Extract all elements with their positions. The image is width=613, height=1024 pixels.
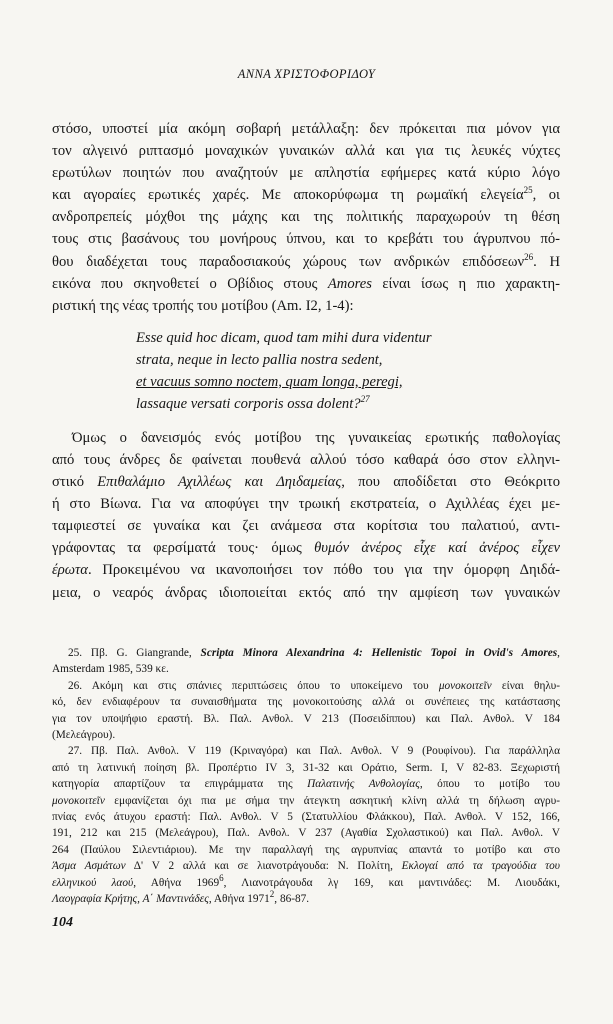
text-line: Όμως ο δανεισμός ενός μοτίβου της γυναικείας ερωτικής παθολογίας bbox=[72, 429, 560, 446]
paragraph-1 bbox=[52, 118, 560, 317]
footnote-line: Amsterdam 1985, 539 κε. bbox=[52, 663, 169, 676]
verse-line: strata, neque in lecto pallia nostra sedent, bbox=[136, 351, 383, 368]
verse-line: Esse quid hoc dicam, quod tam mihi dura videntur bbox=[136, 329, 432, 346]
greek-quote: θυμόν ἀνέρος εἶχε καί ἀνέρος εἶχεν bbox=[314, 540, 560, 557]
text-line: ριστική της νέας τροπής του μοτίβου (Am. I2, 1-4): bbox=[52, 297, 354, 314]
footnote-ref-26[interactable]: 26 bbox=[524, 251, 534, 262]
verse-line: et vacuus somno noctem, quam longa, peregi, bbox=[136, 373, 403, 390]
text-line: μεια, ο νεαρός άνδρας ιδιοποιείται εκτός από την αμφίεση των γυναικών bbox=[52, 584, 560, 601]
work-title: Amores bbox=[327, 275, 372, 292]
footnote-ref-25[interactable]: 25 bbox=[523, 185, 533, 196]
text-line: τους στις βασάνους του μονήρους ύπνου, και το κρεβάτι του άγρυπνου πό- bbox=[52, 231, 560, 248]
text-line: θου διαδέχεται τους παραδοσιακούς χώρους των ανδρικών επιδόσεων$^{26}$. Η bbox=[52, 251, 561, 270]
footnote-line: (Μελεάγρου). bbox=[52, 729, 116, 742]
footnote-line: μονοκοιτεῖν εμφανίζεται όχι πια με σήμα την άτεγκτη ασκητική κλίνη αλλά τη δήλωση αγρυ- bbox=[52, 794, 560, 807]
main-text bbox=[52, 118, 560, 604]
footnote-line: από τη λατινική ποίηση βλ. Προπέρτιο IV 3, 31-32 και Οράτιο, Serm. I, V 82-83. Ξεχωριστή bbox=[52, 761, 560, 774]
text-line: εικόνα που σκηνοθετεί ο Οβίδιος στους Amores είναι ίσως η πιο χαρακτη- bbox=[52, 275, 561, 292]
footnote-ref-27[interactable]: 27 bbox=[360, 393, 370, 404]
footnote-line: κό, δεν ενδιαφέρουν τα συναισθήματα της μονοκοιτούσης αλλά οι συνέπειες της κατάστασης bbox=[52, 696, 560, 709]
footnote-line: κατηγορία απαρτίζουν τα επιγράμματα της Παλατινής Ανθολογίας, όπου το μοτίβο του bbox=[52, 778, 560, 791]
footnote-line: 191, 212 και 215 (Μελεάγρου), Παλ. Ανθολ. V 237 (Αγαθία Σχολαστικού) και Παλ. Ανθολ. V bbox=[52, 827, 560, 840]
verse-line: lassaque versati corporis ossa dolent?$^{27}$ bbox=[136, 393, 370, 412]
footnote-line: 264 (Παύλου Σιλεντιάριου). Με την παραλλαγή της αγρυπνίας απαντά το μοτίβο και στο bbox=[52, 843, 560, 856]
text-line: στικό Επιθαλάμιο Αχιλλέως και Δηιδαμείας, που αποδίδεται στο Θεόκριτο bbox=[52, 474, 561, 491]
footnote-25 bbox=[52, 645, 560, 678]
text-line: ταμφιεστεί σε γυναίκα και ζει ανάμεσα στα κορίτσια του παλατιού, αντι- bbox=[52, 518, 560, 535]
footnote-line: 26. Ακόμη και στις σπάνιες περιπτώσεις όπου το υποκείμενο του μονοκοιτεῖν είναι θηλυ- bbox=[68, 679, 560, 692]
text-line: ανδροπρεπείς μόχθοι της μάχης και της πολιτικής παραχωρούν τη θέση bbox=[52, 209, 560, 226]
text-line: ή στο Βίωνα. Για να αποφύγει την τρωική εκστρατεία, ο Αχιλλέας έχει με- bbox=[52, 496, 560, 513]
footnote-line: Λαογραφία Κρήτης, Α΄ Μαντινάδες, Αθήνα 1971$^2$, 86-87. bbox=[52, 889, 310, 906]
text-line: τον αλγεινό ριπτασμό μοναχικών γυναικών αλλά και για τις λευκές νύχτες bbox=[52, 143, 560, 160]
greek-quote: έρωτα bbox=[52, 562, 88, 579]
text-line: γράφοντας τα φερσίματά τους· όμως θυμόν ἀνέρος εἶχε καί ἀνέρος εἶχεν bbox=[52, 540, 560, 557]
text-line: από τους άνδρες δε φαίνεται πουθενά αλλού τόσο καθαρά όσο στον ελληνι- bbox=[52, 451, 560, 468]
text-line: ερωτύλων ποιητών που αναζητούν με απληστία εφήμερες κατά κύριο λόγο bbox=[52, 165, 560, 182]
work-title: Scripta Minora Alexandrina 4: Hellenistic Topoi in Ovid's Amores bbox=[200, 647, 558, 659]
work-title: Επιθαλάμιο Αχιλλέως και Δηιδαμείας bbox=[97, 474, 342, 491]
text-line: στόσο, υποστεί μία ακόμη σοβαρή μετάλλαξη: δεν πρόκειται πια μόνον για bbox=[52, 121, 560, 137]
footnote-line: για τον υποψήφιο εραστή. Βλ. Παλ. Ανθολ. V 213 (Ποσειδίππου) και Παλ. Ανθολ. V 184 bbox=[52, 712, 560, 725]
footnote-line: 25. Πβ. G. Giangrande, Scripta Minora Alexandrina 4: Hellenistic Topoi in Ovid's Amores, bbox=[68, 647, 560, 659]
text-line: έρωτα. Προκειμένου να ικανοποιήσει τον πόθο του για την όμορφη Δηιδά- bbox=[52, 562, 560, 579]
footnote-line: Άσμα Ασμάτων Δ' V 2 αλλά και σε λιανοτράγουδα: Ν. Πολίτη, Εκλογαί από τα τραγούδια του bbox=[52, 860, 560, 873]
footnote-line: ελληνικού λαού, Αθήνα 1969$^6$, Λιανοτράγουδα λγ 169, και μαντινάδες: Μ. Λιουδάκι, bbox=[52, 872, 560, 889]
footnotes bbox=[52, 645, 560, 908]
latin-verse-quote bbox=[136, 327, 560, 415]
footnote-line: 27. Πβ. Παλ. Ανθολ. V 119 (Κριναγόρα) και Παλ. Ανθολ. V 9 (Ρουφίνου). Για παράλληλα bbox=[68, 745, 560, 758]
page-number: 104 bbox=[52, 915, 73, 930]
footnote-26 bbox=[52, 678, 560, 744]
footnote-line: πνίας ενός άτυχου εραστή: Παλ. Ανθολ. V 5 (Στατυλλίου Φλάκκου), Παλ. Ανθολ. V 152, 166, bbox=[52, 811, 560, 824]
footnote-27 bbox=[52, 743, 560, 907]
running-head: ΑΝΝΑ ΧΡΙΣΤΟΦΟΡΙΔΟΥ bbox=[237, 67, 376, 81]
text-line: και αγοραίες ερωτικές χαρές. Με αποκορύφωμα τη ρωμαϊκή ελεγεία$^{25}$, οι bbox=[52, 185, 560, 204]
paragraph-2 bbox=[52, 427, 560, 604]
